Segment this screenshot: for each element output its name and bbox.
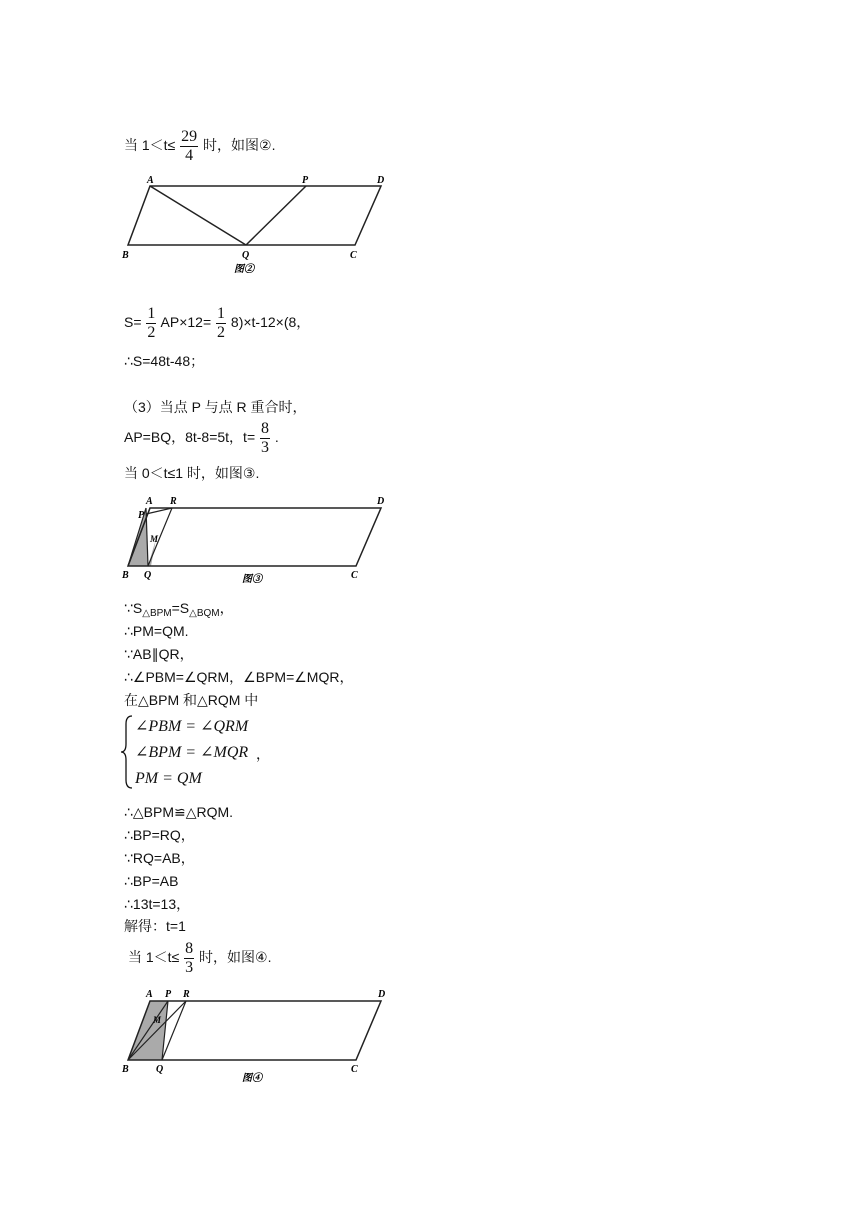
text: ， [219,600,234,616]
figure-caption: 图③ [242,574,262,585]
brace [120,714,134,795]
case-1-to-8-3 [128,940,271,977]
solve-t: 解得：t=1 [124,918,186,934]
numerator: 1 [217,305,226,322]
label-R: R [170,496,177,507]
label-D: D [377,496,385,507]
label-C: C [351,570,358,581]
label-D: D [377,175,385,186]
label-A: A [147,175,154,186]
label-Q: Q [156,1064,164,1075]
label-B: B [122,1064,129,1075]
text: S= [124,314,142,331]
triangles-intro: 在△BPM 和△RQM 中 [124,692,259,708]
label-C: C [350,250,357,261]
label-P: P [302,175,309,186]
text: 8)×t-12×(8， [230,314,311,331]
ap-equation [124,420,279,457]
system-comma: ， [256,746,270,762]
bp-equals-ab: ∴BP=AB [124,873,179,889]
fraction-29-4 [180,128,198,165]
bp-equals-rq: ∴BP=RQ， [124,827,195,843]
equal-angles: ∴∠PBM=∠QRM，∠BPM=∠MQR， [124,669,354,685]
label-C: C [351,1064,358,1075]
denominator: 3 [261,439,270,456]
label-Q: Q [242,250,250,261]
area-formula [124,305,310,342]
part-3-heading: （3）当点 P 与点 R 重合时， [124,399,307,415]
label-A: A [146,496,153,507]
label-P: P [138,510,145,521]
figure-3 [118,494,398,591]
denominator: 2 [217,324,226,341]
numerator: 8 [261,420,270,437]
area-result: ∴S=48t-48； [124,353,205,369]
fraction-1-2 [216,305,226,342]
text: 当 1＜t≤ [128,949,180,966]
figure-caption: 图④ [242,1073,262,1084]
text: . [274,429,279,446]
text: AP=BQ，8t-8=5t，t= [124,429,256,446]
label-B: B [122,570,129,581]
label-Q: Q [144,570,152,581]
equal-areas [124,599,234,623]
numerator: 29 [181,128,198,145]
numerator: 8 [185,940,194,957]
equation-2: ∠BPM = ∠MQR [135,744,249,761]
rq-equals-ab: ∵RQ=AB， [124,850,195,866]
figure-caption: 图② [234,264,254,275]
fraction-8-3 [260,420,270,457]
subscript: △BPM [142,608,172,619]
case-0-to-1: 当 0＜t≤1 时，如图③. [124,465,260,481]
text: 时，如图④. [199,949,272,966]
label-M: M [153,1015,162,1025]
subscript: △BQM [189,608,220,619]
figure-4 [118,986,398,1091]
case-1-to-29-4 [124,128,275,165]
thirteen-t: ∴13t=13， [124,896,191,912]
text: 当 1＜t≤ [124,137,176,154]
equation-system [135,714,248,792]
label-P: P [165,989,172,1000]
fraction-8-3 [184,940,194,977]
label-B: B [122,250,129,261]
label-R: R [183,989,190,1000]
text: =S [171,600,190,616]
equation-1: ∠PBM = ∠QRM [135,718,249,735]
text: 时，如图②. [203,137,276,154]
text: ∵S [124,600,143,616]
ab-parallel-qr: ∵AB∥QR， [124,646,194,662]
denominator: 2 [147,324,156,341]
text: AP×12= [160,314,212,331]
pm-equals-qm: ∴PM=QM. [124,623,189,639]
figure-2 [118,172,398,282]
label-A: A [146,989,153,1000]
fraction-1-2 [146,305,156,342]
denominator: 3 [185,959,194,976]
equation-3: PM = QM [135,770,202,787]
label-D: D [378,989,386,1000]
label-M: M [150,534,159,544]
congruence: ∴△BPM≌△RQM. [124,804,234,820]
numerator: 1 [147,305,156,322]
denominator: 4 [185,147,194,164]
